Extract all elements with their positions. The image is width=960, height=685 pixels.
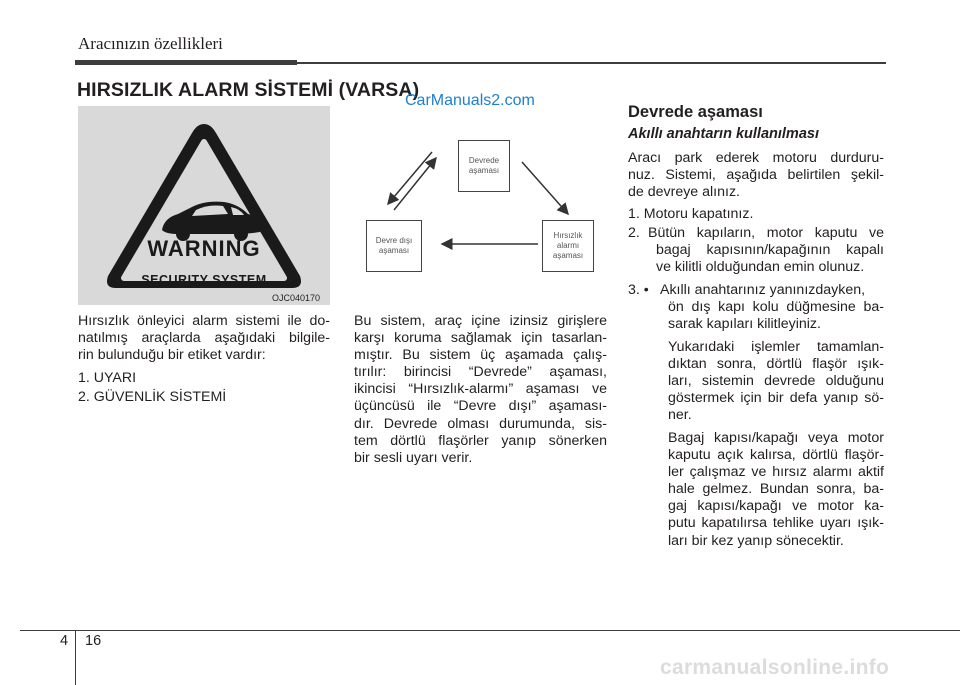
stage-disarmed-label-2: aşaması [378,246,410,255]
text-line: bir sesli uyarı verir. [354,449,473,466]
text-line: ön dış kapı kolu düğmesine ba- [668,299,884,316]
text-line: dıktan sonra, dörtlü flaşör ışık- [668,356,884,373]
stage-arrows [354,106,607,305]
section-title: HIRSIZLIK ALARM SİSTEMİ (VARSA) [77,79,420,101]
stage-theft-label-1: Hırsızlık [553,231,583,240]
arrow-to-armed [394,158,436,210]
text-line: ikincisi “Hırsızlık-alarmı” aşaması ve [354,381,607,398]
text-line: ner. [668,407,692,424]
stage-theft-label-3: aşaması [552,251,584,260]
text-line: tırılır: birincisi “Devrede” aşaması, [354,364,607,381]
step-2-text [648,225,884,276]
stage-armed-box [458,140,510,192]
text-line: nuz. Sistemi, aşağıda belirtilen şekil- [628,167,884,184]
header-bar [75,60,297,65]
text-line: hale gelmez. Bundan sonra, ba- [668,481,884,498]
text-line: üçüncüsü ile “Devre dışı” aşaması- [354,398,607,415]
text-line: sarak kapıları kilitleyiniz. [668,316,821,333]
text-line: mıştır. Bu sistem üç aşamada çalış- [354,347,607,364]
text-line: ları bir kez yanıp sönecektir. [668,532,844,549]
text-line: tem dörtlü flaşörler yanıp sönerken [354,432,607,449]
text-line: Bagaj kapısı/kapağı veya motor [668,430,884,446]
footer-watermark: carmanualsonline.info [660,656,890,679]
arrow-armed-to-theft [522,162,568,214]
stage-disarmed-box [366,220,422,272]
header-rule [297,62,886,64]
note-flash-once [668,339,884,424]
system-description-paragraph [354,313,607,467]
text-line: putu kapatılırsa tehlike uyarı ışık- [668,515,884,532]
stage-armed-label-1: Devrede [468,156,500,165]
security-system-text: SECURITY SYSTEM [141,273,267,287]
text-line: ve kilitli olduğundan emin olunuz. [656,259,865,276]
text-line: rin bulunduğu bir etiket vardır: [78,347,266,364]
text-line: natılmış araçlarda aşağıdaki bilgile- [78,330,330,347]
step-1: 1. Motoru kapatınız. [628,206,754,222]
footer-rule [20,630,960,631]
arrow-armed-to-disarmed [388,152,432,204]
text-line: Bütün kapıların, motor kaputu ve [648,225,884,241]
armed-stage-heading: Devrede aşaması [628,103,763,121]
step-2-number: 2. [628,225,640,241]
text-line: bagaj kapısının/kapağının kapalı [656,242,884,259]
smart-key-subheading: Akıllı anahtarın kullanılması [628,126,819,142]
intro-paragraph [78,313,330,364]
text-line: kaputu açık kalırsa, dörtlü flaşör- [668,447,884,464]
chapter-number: 4 [60,633,69,649]
text-line: Akıllı anahtarınız yanınızdayken, [660,282,866,298]
note-doors-open [668,430,884,550]
warning-text: WARNING [147,236,261,261]
text-line: Hırsızlık önleyici alarm sistemi ile do- [78,313,330,329]
text-line: göstermek için bir defa yanıp sö- [668,390,884,407]
text-line: karşı koruma sağlamak için tasarlan- [354,330,607,347]
text-line: ler çalışmaz ve hırsız alarmı aktif [668,464,884,481]
step-3-text [660,282,884,333]
stage-theft-label-2: alarmı [556,241,580,250]
label-item-2: 2. GÜVENLİK SİSTEMİ [78,389,227,405]
text-line: de devreye alınız. [628,184,740,201]
chapter-title: Aracınızın özellikleri [78,34,223,53]
footer-divider [75,630,76,685]
stage-armed-label-2: aşaması [468,166,500,175]
page-number: 16 [85,633,102,649]
stage-theft-box [542,220,594,272]
figure-code: OJC040170 [272,293,321,303]
alarm-stage-diagram [354,106,607,305]
watermark: CarManuals2.com [405,92,535,109]
label-item-1: 1. UYARI [78,370,137,386]
text-line: dır. Devrede olması durumunda, sis- [354,415,607,432]
text-line: Aracı park ederek motoru durduru- [628,150,884,166]
text-line: Yukarıdaki işlemler tamamlan- [668,339,884,355]
text-line: Bu sistem, araç içine izinsiz girişlere [354,313,607,329]
text-line: ları, sistemin devrede olduğunu [668,373,884,390]
step-3-number: 3. • [628,282,649,298]
text-line: gaj kapısı/kapağı ve motor ka- [668,498,884,515]
warning-label-figure [78,106,330,305]
armed-intro-paragraph [628,150,884,201]
stage-disarmed-label-1: Devre dışı [375,236,413,245]
